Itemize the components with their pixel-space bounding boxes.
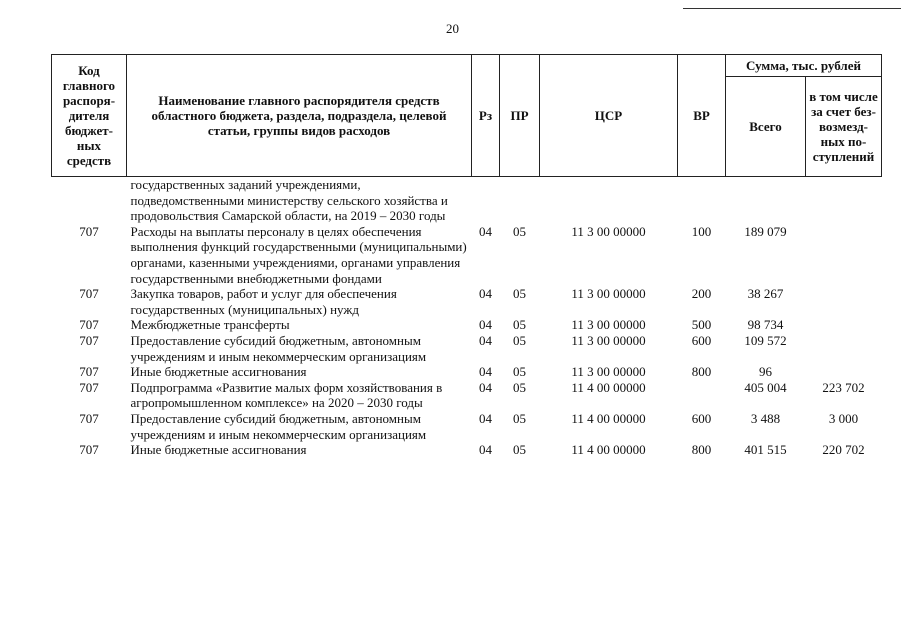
row-name: Межбюджетные трансферты <box>130 317 290 333</box>
row-free <box>806 177 882 224</box>
row-rz: 04 <box>479 286 492 302</box>
row-rz: 04 <box>479 442 492 458</box>
row-csr <box>540 177 678 224</box>
row-vr: 800 <box>691 442 712 458</box>
row-rz: 04 <box>479 364 492 380</box>
row-code: 707 <box>79 332 99 348</box>
row-total: 109 572 <box>744 332 787 348</box>
row-free: 223 702 <box>822 379 865 395</box>
row-pr: 05 <box>513 379 526 395</box>
row-total: 96 <box>759 364 772 380</box>
row-rz: 04 <box>479 379 492 395</box>
page-number: 20 <box>446 21 459 36</box>
row-free: 220 702 <box>822 442 865 458</box>
row-pr: 05 <box>513 410 526 426</box>
row-vr: 600 <box>691 410 712 426</box>
header-code: Код главного распоря- дителя бюджет- ных средств <box>52 55 127 177</box>
row-csr: 11 4 00 00000 <box>571 379 646 395</box>
row-rz: 04 <box>479 332 492 348</box>
row-name: Предоставление субсидий бюджетным, автономным учреждениям и иным некоммерческим организациям <box>130 410 427 442</box>
header-vr: ВР <box>678 55 726 177</box>
table-row <box>52 411 882 442</box>
row-rz: 04 <box>479 223 492 239</box>
header-sum: Сумма, тыс. рублей <box>726 55 882 77</box>
row-vr <box>678 380 726 411</box>
row-vr: 800 <box>691 364 712 380</box>
row-pr: 05 <box>513 286 526 302</box>
row-csr: 11 3 00 00000 <box>571 286 646 302</box>
row-total: 189 079 <box>744 223 787 239</box>
row-csr: 11 3 00 00000 <box>571 223 646 239</box>
row-code: 707 <box>79 223 99 239</box>
row-vr: 200 <box>691 286 712 302</box>
table-row <box>52 442 882 458</box>
row-name: Расходы на выплаты персоналу в целях обеспечения выполнения функций государственными (муниципальными) органами, казенными учреждениями, органами управления государственными внебюджетными фондами <box>130 223 467 286</box>
row-name: Подпрограмма «Развитие малых форм хозяйствования в агропромышленном комплексе» на 2020 – 2030 годы <box>130 379 443 411</box>
row-code <box>52 177 127 224</box>
table-row <box>52 317 882 333</box>
row-total <box>726 177 806 224</box>
row-vr: 600 <box>691 332 712 348</box>
row-name: государственных заданий учреждениями, подведомственными министерству сельского хозяйства и продовольствия Самарской области, на 2019 – 2030 годы <box>130 177 448 224</box>
row-free <box>806 317 882 333</box>
row-pr <box>500 177 540 224</box>
row-free <box>806 333 882 364</box>
row-pr: 05 <box>513 442 526 458</box>
row-total: 401 515 <box>744 442 787 458</box>
row-pr: 05 <box>513 317 526 333</box>
row-code: 707 <box>79 379 99 395</box>
row-vr: 100 <box>691 223 712 239</box>
row-pr: 05 <box>513 364 526 380</box>
row-csr: 11 4 00 00000 <box>571 410 646 426</box>
header-pr: ПР <box>500 55 540 177</box>
row-code: 707 <box>79 442 99 458</box>
row-vr: 500 <box>691 317 712 333</box>
row-name: Закупка товаров, работ и услуг для обеспечения государственных (муниципальных) нужд <box>130 286 397 317</box>
header-name: Наименование главного распорядителя средств областного бюджета, раздела, подраздела, целевой статьи, группы видов расходов <box>127 55 472 177</box>
row-total: 3 488 <box>750 410 781 426</box>
row-code: 707 <box>79 286 99 302</box>
row-rz: 04 <box>479 410 492 426</box>
top-rule <box>683 8 901 9</box>
table-row <box>52 286 882 317</box>
row-name: Иные бюджетные ассигнования <box>130 442 307 458</box>
row-free <box>806 364 882 380</box>
row-free <box>806 286 882 317</box>
row-code: 707 <box>79 364 99 380</box>
table-row <box>52 177 882 224</box>
row-free <box>806 224 882 286</box>
header-rz: Рз <box>472 55 500 177</box>
table-body <box>52 177 882 458</box>
table-row <box>52 224 882 286</box>
row-free: 3 000 <box>828 410 859 426</box>
row-total: 98 734 <box>747 317 784 333</box>
row-total: 38 267 <box>747 286 784 302</box>
row-rz <box>472 177 500 224</box>
row-rz: 04 <box>479 317 492 333</box>
row-vr <box>678 177 726 224</box>
header-total: Всего <box>726 77 806 177</box>
table-row <box>52 333 882 364</box>
row-name: Предоставление субсидий бюджетным, автономным учреждениям и иным некоммерческим организациям <box>130 332 427 364</box>
row-code: 707 <box>79 317 99 333</box>
budget-table <box>51 54 882 458</box>
row-csr: 11 3 00 00000 <box>571 364 646 380</box>
row-name: Иные бюджетные ассигнования <box>130 364 307 380</box>
row-pr: 05 <box>513 223 526 239</box>
row-total: 405 004 <box>744 379 787 395</box>
row-pr: 05 <box>513 332 526 348</box>
header-free: в том числе за счет без- возмезд- ных по- ступлений <box>806 77 882 177</box>
row-csr: 11 3 00 00000 <box>571 317 646 333</box>
header-csr: ЦСР <box>540 55 678 177</box>
table-row <box>52 364 882 380</box>
table-row <box>52 380 882 411</box>
row-csr: 11 3 00 00000 <box>571 332 646 348</box>
row-code: 707 <box>79 410 99 426</box>
row-csr: 11 4 00 00000 <box>571 442 646 458</box>
